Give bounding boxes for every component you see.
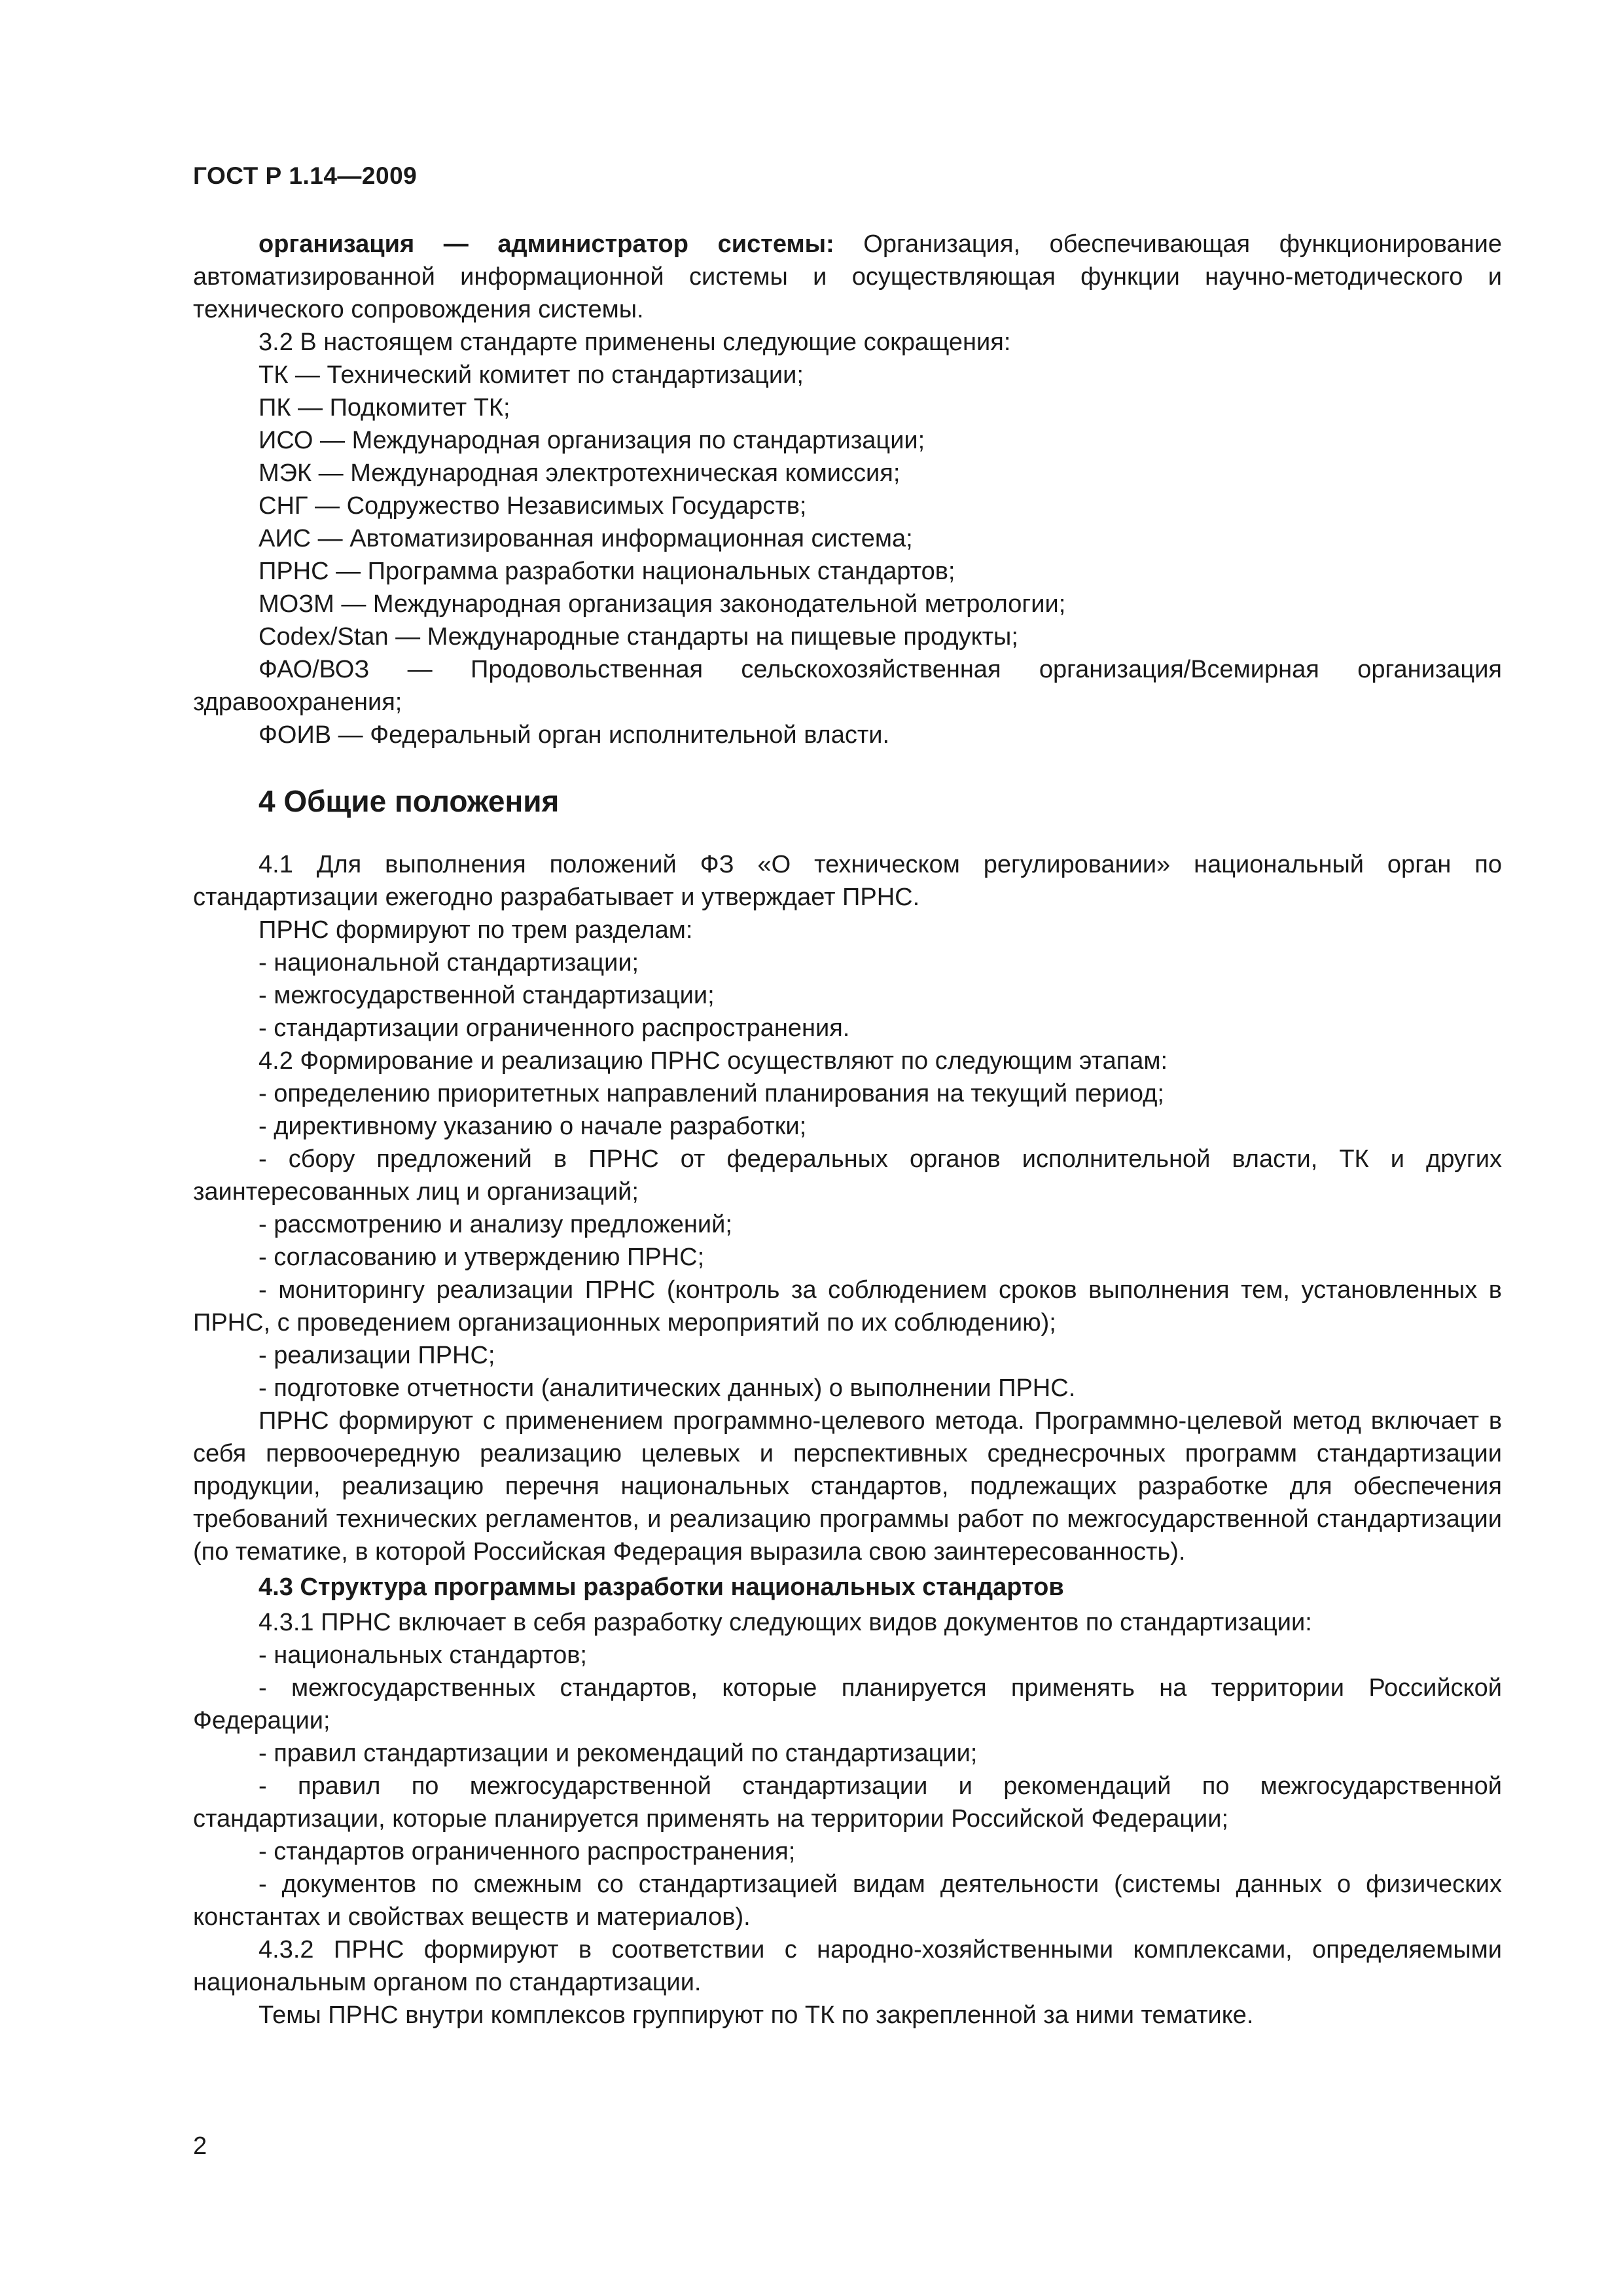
abbr-item: МЭК — Международная электротехническая комиссия; (259, 459, 901, 487)
abbr-item: ПРНС — Программа разработки национальных стандартов; (259, 558, 955, 585)
list-item: - правил по межгосударственной стандартизации и рекомендаций по межгосударственной стандартизации, которые планируется применять на территории Российской Федерации; (193, 1772, 1502, 1833)
list-item: - межгосударственных стандартов, которые планируется применять на территории Российской Федерации; (193, 1674, 1502, 1734)
list-item: - директивному указанию о начале разработки; (259, 1113, 807, 1140)
list-item: - документов по смежным со стандартизацией видам деятельности (системы данных о физических константах и свойствах веществ и материалов). (193, 1871, 1502, 1931)
method-paragraph: ПРНС формируют с применением программно-целевого метода. Программно-целевой метод включает в себя первоочередную реализацию целевых и перспективных среднесрочных программ стандартизации продукции, реализацию перечня национальных стандартов, подлежащих разработке для обеспечения требований технических регламентов, и реализацию программы работ по межгосударственной стандартизации (по тематике, в которой Российская Федерация выразила свою заинтересованность). (193, 1407, 1502, 1566)
abbr-item: АИС — Автоматизированная информационная система; (259, 525, 913, 552)
subsection-4-3-title: 4.3 Структура программы разработки национальных стандартов (259, 1573, 1064, 1601)
list-item: - стандартов ограниченного распространения; (259, 1838, 796, 1865)
definition-text: Организация, обеспечивающая функционирование автоматизированной информационной системы и осуществляющая функции научно-методического и технического сопровождения системы. (193, 230, 1502, 323)
abbr-item: МОЗМ — Международная организация законодательной метрологии; (259, 590, 1066, 618)
list-item: - реализации ПРНС; (259, 1342, 495, 1369)
abbr-item: ПК — Подкомитет ТК; (259, 394, 510, 422)
document-header: ГОСТ Р 1.14—2009 (193, 162, 418, 189)
page-number: 2 (193, 2132, 207, 2160)
list-item: - стандартизации ограниченного распространения. (259, 1014, 850, 1042)
clause-4-1-intro: ПРНС формируют по трем разделам: (259, 916, 693, 944)
abbr-item: Codex/Stan — Международные стандарты на пищевые продукты; (259, 623, 1018, 651)
abbr-item: СНГ — Содружество Независимых Государств; (259, 492, 807, 520)
abbr-item: ФОИВ — Федеральный орган исполнительной власти. (259, 721, 890, 749)
list-item: - подготовке отчетности (аналитических данных) о выполнении ПРНС. (259, 1374, 1076, 1402)
clause-4-1: 4.1 Для выполнения положений ФЗ «О техническом регулировании» национальный орган по стандартизации ежегодно разрабатывает и утверждает ПРНС. (193, 851, 1502, 911)
list-item: - рассмотрению и анализу предложений; (259, 1211, 732, 1238)
list-item: - мониторингу реализации ПРНС (контроль за соблюдением сроков выполнения тем, установленных в ПРНС, с проведением организационных мероприятий по их соблюдению); (193, 1276, 1502, 1336)
definition-term: организация — администратор системы: (259, 230, 834, 258)
clause-4-3-2: 4.3.2 ПРНС формируют в соответствии с народно-хозяйственными комплексами, определяемыми национальным органом по стандартизации. (193, 1936, 1502, 1996)
clause-4-3-1: 4.3.1 ПРНС включает в себя разработку следующих видов документов по стандартизации: (259, 1609, 1312, 1636)
abbr-item: ФАО/ВОЗ — Продовольственная сельскохозяйственная организация/Всемирная организация здравоохранения; (193, 656, 1502, 716)
abbr-item: ИСО — Международная организация по стандартизации; (259, 427, 925, 454)
list-item: - сбору предложений в ПРНС от федеральных органов исполнительной власти, ТК и других заинтересованных лиц и организаций; (193, 1145, 1502, 1206)
list-item: - определению приоритетных направлений планирования на текущий период; (259, 1080, 1164, 1107)
abbr-item: ТК — Технический комитет по стандартизации; (259, 361, 804, 389)
clause-3-2: 3.2 В настоящем стандарте применены следующие сокращения: (259, 329, 1011, 356)
list-item: - согласованию и утверждению ПРНС; (259, 1244, 705, 1271)
list-item: - национальной стандартизации; (259, 949, 639, 977)
section-4-title: 4 Общие положения (259, 784, 560, 818)
clause-4-2: 4.2 Формирование и реализацию ПРНС осуществляют по следующим этапам: (259, 1047, 1168, 1075)
clause-4-3-2-note: Темы ПРНС внутри комплексов группируют по ТК по закрепленной за ними тематике. (259, 2001, 1254, 2029)
list-item: - межгосударственной стандартизации; (259, 982, 715, 1009)
list-item: - правил стандартизации и рекомендаций по стандартизации; (259, 1740, 978, 1767)
page-body (193, 228, 1502, 2032)
list-item: - национальных стандартов; (259, 1641, 587, 1669)
definition-paragraph (193, 228, 1502, 326)
